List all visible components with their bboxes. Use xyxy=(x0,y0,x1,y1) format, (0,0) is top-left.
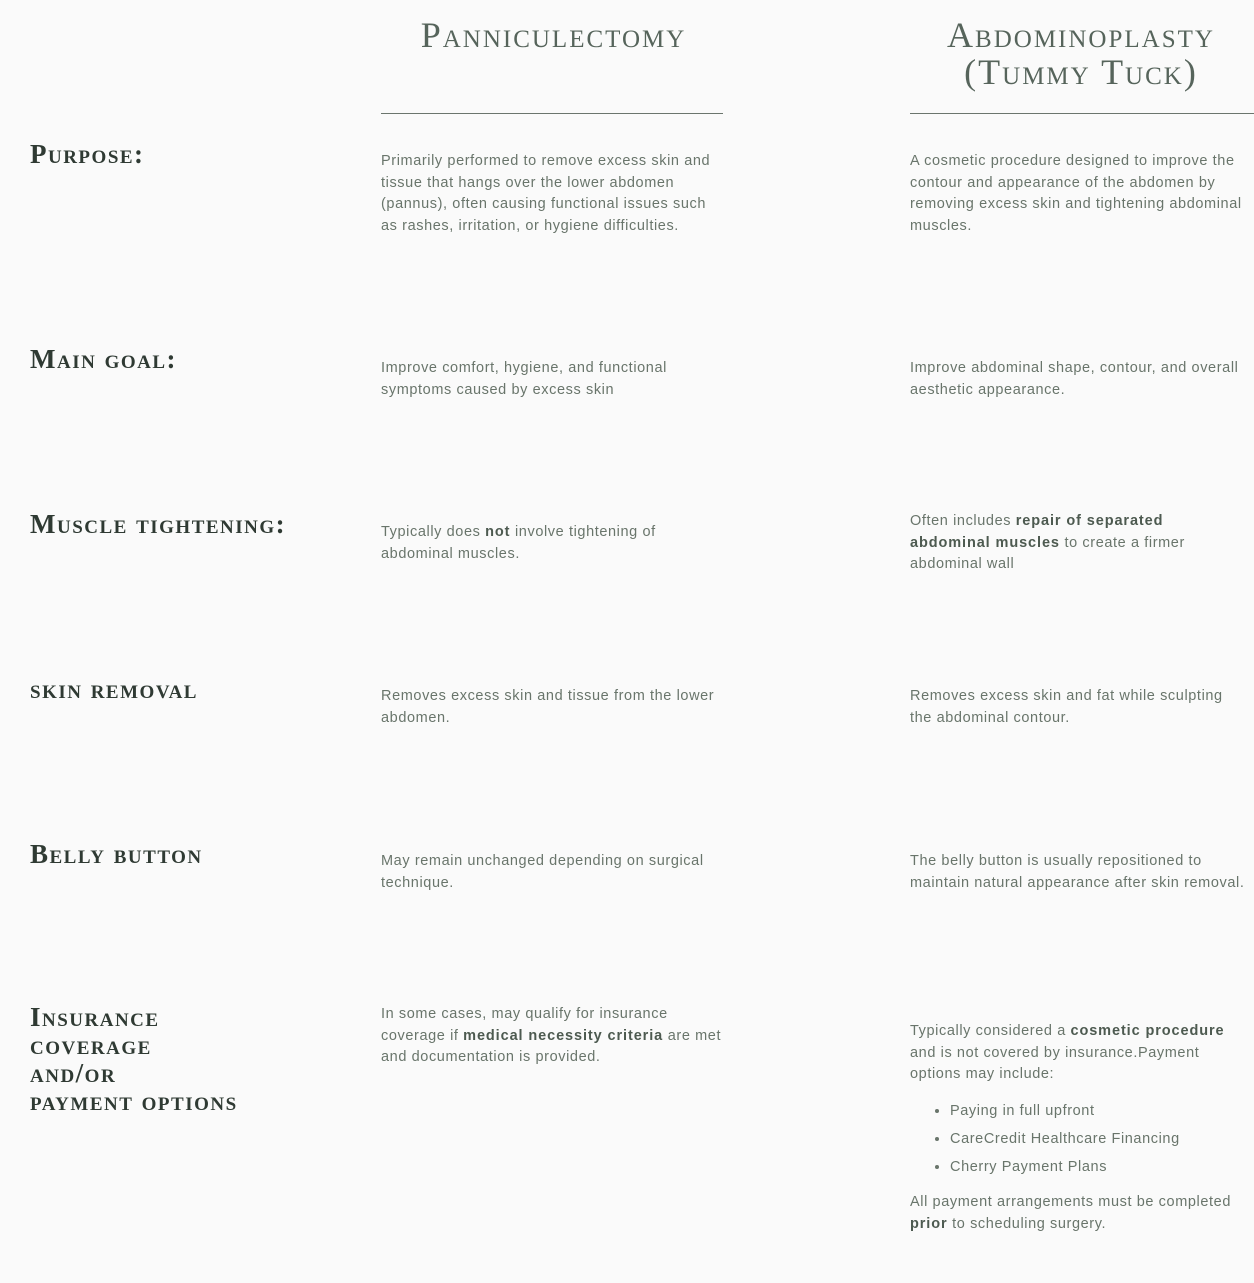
row-label-belly-button: Belly button xyxy=(30,839,203,869)
panniculectomy-header-text: Panniculectomy xyxy=(420,15,687,55)
payment-option-item: • CareCredit Healthcare Financing xyxy=(950,1125,1250,1153)
row-label-insurance xyxy=(30,1003,238,1115)
insurance-label-line: coverage xyxy=(30,1030,152,1060)
insurance-abdominoplasty xyxy=(910,1021,1250,1236)
muscle-abdominoplasty-emphasis: repair of separated abdominal muscles xyxy=(910,513,1164,551)
abdominoplasty-header-line1: Abdominoplasty xyxy=(947,15,1215,55)
abdominoplasty-header-line2: (Tummy Tuck) xyxy=(964,52,1198,92)
muscle-abdominoplasty-text: Often includes xyxy=(910,513,1016,529)
abdominoplasty-header-rule xyxy=(910,113,1254,114)
insurance-abdominoplasty-intro xyxy=(910,1021,1250,1086)
insurance-panniculectomy-text-end: are met and documentation is provided. xyxy=(381,1027,722,1066)
payment-note-text: All payment arrangements must be completed xyxy=(910,1194,1231,1211)
insurance-abdominoplasty-text-end: and is not covered by insurance.Payment options may include: xyxy=(910,1044,1200,1083)
muscle-panniculectomy-text-end: involve tightening of abdominal muscles. xyxy=(381,524,656,562)
skin-removal-panniculectomy: Removes excess skin and tissue from the lower abdomen. xyxy=(381,688,715,726)
insurance-label-line: and/or xyxy=(30,1058,117,1088)
main-goal-abdominoplasty: Improve abdominal shape, contour, and overall aesthetic appearance. xyxy=(910,360,1239,398)
main-goal-panniculectomy: Improve comfort, hygiene, and functional symptoms caused by excess skin xyxy=(381,360,667,398)
payment-option-item: • Paying in full upfront xyxy=(950,1097,1250,1125)
insurance-label-line: Insurance xyxy=(30,1002,160,1032)
muscle-panniculectomy-text: Typically does xyxy=(381,524,486,540)
muscle-panniculectomy-emphasis: not xyxy=(485,524,511,540)
belly-button-panniculectomy: May remain unchanged depending on surgical technique. xyxy=(381,853,704,891)
belly-button-abdominoplasty: The belly button is usually repositioned to maintain natural appearance after skin removal. xyxy=(910,853,1245,891)
muscle-abdominoplasty-text-end: to create a firmer abdominal wall xyxy=(910,534,1185,573)
row-label-purpose: Purpose: xyxy=(30,139,145,169)
row-label-skin-removal: skin removal xyxy=(30,674,198,704)
insurance-abdominoplasty-emphasis: cosmetic procedure xyxy=(1070,1023,1225,1039)
payment-note-text-end: to scheduling surgery. xyxy=(947,1215,1107,1232)
insurance-label-line: payment options xyxy=(30,1086,238,1116)
purpose-panniculectomy: Primarily performed to remove excess skin and tissue that hangs over the lower abdomen (pannus), often causing functional issues such as rashes, irritation, or hygiene difficulties. xyxy=(381,153,711,235)
panniculectomy-header-rule xyxy=(381,113,723,114)
payment-note-emphasis: prior xyxy=(910,1215,948,1232)
muscle-abdominoplasty xyxy=(910,511,1245,576)
purpose-abdominoplasty: A cosmetic procedure designed to improve the contour and appearance of the abdomen by removing excess skin and tightening abdominal muscles. xyxy=(910,153,1242,235)
payment-arrangement-note xyxy=(910,1192,1250,1235)
payment-options-list xyxy=(910,1097,1250,1181)
insurance-panniculectomy xyxy=(381,1004,726,1069)
insurance-panniculectomy-text: In some cases, may qualify for insurance coverage if xyxy=(381,1006,668,1044)
insurance-panniculectomy-emphasis: medical necessity criteria xyxy=(463,1027,664,1044)
row-label-muscle-tightening: Muscle tightening: xyxy=(30,509,287,539)
row-label-main-goal: Main goal: xyxy=(30,344,178,374)
payment-option-item: • Cherry Payment Plans xyxy=(950,1153,1250,1181)
abdominoplasty-header xyxy=(908,17,1254,91)
insurance-abdominoplasty-text: Typically considered a xyxy=(910,1023,1071,1039)
panniculectomy-header xyxy=(381,17,726,54)
muscle-panniculectomy xyxy=(381,522,726,565)
skin-removal-abdominoplasty: Removes excess skin and fat while sculpting the abdominal contour. xyxy=(910,688,1223,726)
